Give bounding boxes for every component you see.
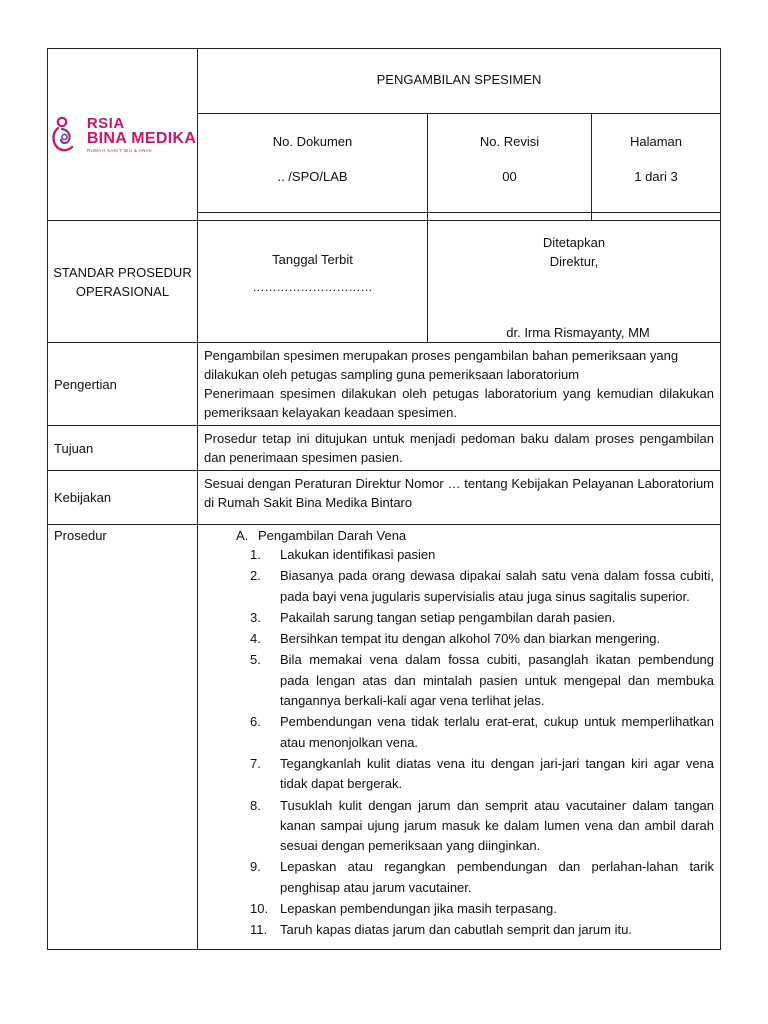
section-letter: A. xyxy=(236,528,249,543)
sop-document xyxy=(47,48,720,940)
procedure-step xyxy=(204,566,714,607)
issue-date-cell xyxy=(198,221,428,343)
spacer-cell xyxy=(592,212,721,220)
logo-subtitle-text: RUMAH SAKIT IBU & ANAK xyxy=(86,147,153,153)
page-value: 1 dari 3 xyxy=(634,169,678,185)
procedure-step-text: Bersihkan tempat itu dengan alkohol 70% dan biarkan mengering. xyxy=(280,631,661,647)
procedure-step xyxy=(204,629,714,649)
sop-label-line2: OPERASIONAL xyxy=(75,283,170,299)
sop-label-line1: STANDAR PROSEDUR xyxy=(53,264,192,280)
section-heading xyxy=(204,527,714,545)
page-label: Halaman xyxy=(629,134,683,150)
procedure-step xyxy=(204,857,714,898)
kebijakan-label-cell xyxy=(48,471,198,525)
revision-cell xyxy=(428,114,592,213)
procedure-step-text: Pakailah sarung tangan setiap pengambilan darah pasien. xyxy=(280,609,616,625)
procedure-step-text: Tegangkanlah kulit diatas vena itu dengan jari-jari tangan kiri agar vena tidak dapat bergerak. xyxy=(280,755,715,792)
pengertian-text-cell xyxy=(198,343,721,426)
approved-label: Ditetapkan xyxy=(542,235,606,250)
logo-cell xyxy=(48,49,198,221)
procedure-step-text: Tusuklah kulit dengan jarum dan semprit atau vacutainer dalam tangan kanan sampai ujung jarum masuk ke dalam lumen vena dan ambil darah sesuai dengan pemeriksaan yang diinginkan. xyxy=(280,797,715,854)
pengertian-label-cell xyxy=(48,343,198,426)
procedure-step-text: Pembendungan vena tidak terlalu erat-erat, cukup untuk memperlihatkan atau menonjolkan vena. xyxy=(280,714,715,750)
procedure-step xyxy=(204,899,714,919)
document-title: PENGAMBILAN SPESIMEN xyxy=(376,72,542,88)
kebijakan-text-cell xyxy=(198,471,721,525)
procedure-step-text: Lakukan identifikasi pasien xyxy=(280,547,436,562)
title-cell xyxy=(198,49,721,114)
tujuan-text: Prosedur tetap ini ditujukan untuk menjadi pedoman baku dalam proses pengambilan dan penerimaan spesimen pasien. xyxy=(204,431,715,465)
sop-table xyxy=(47,48,721,950)
approved-name: dr. Irma Rismayanty, MM xyxy=(506,325,650,340)
pengertian-paragraph-2: Penerimaan spesimen dilakukan oleh petugas laboratorium yang kemudian dilakukan pemeriksaan kelayakan keadaan spesimen. xyxy=(204,386,715,420)
page-cell xyxy=(592,114,721,213)
procedure-step-number: 6. xyxy=(250,714,261,730)
procedure-step-text: Bila memakai vena dalam fossa cubiti, pasanglah ikatan pembendung pada lengan atas dan mintalah pasien untuk mengepal dan membuka tangannya berkali-kali agar vena terlihat jelas. xyxy=(280,652,715,709)
procedure-step-number: 8. xyxy=(250,797,261,813)
kebijakan-label: Kebijakan xyxy=(54,490,112,505)
procedure-step-number: 10. xyxy=(250,901,269,917)
procedure-step-number: 1. xyxy=(250,547,261,562)
prosedur-label-cell xyxy=(48,525,198,950)
tujuan-text-cell xyxy=(198,426,721,471)
doc-number-label: No. Dokumen xyxy=(272,134,353,150)
procedure-step xyxy=(204,712,714,753)
procedure-step-text: Taruh kapas diatas jarum dan cabutlah semprit dan jarum itu. xyxy=(280,922,632,938)
kebijakan-text: Sesuai dengan Peraturan Direktur Nomor … tentang Kebijakan Pelayanan Laboratorium di Rumah Sakit Bina Medika Bintaro xyxy=(204,476,715,510)
procedure-step-number: 5. xyxy=(250,652,261,668)
spacer-cell xyxy=(428,212,592,220)
procedure-step xyxy=(204,796,714,857)
approved-role: Direktur, xyxy=(549,254,599,269)
logo-rsia-text: RSIA xyxy=(86,114,125,132)
tujuan-label: Tujuan xyxy=(54,440,94,456)
approval-cell xyxy=(428,221,721,343)
procedure-step xyxy=(204,608,714,628)
prosedur-label: Prosedur xyxy=(54,528,107,543)
revision-value: 00 xyxy=(502,169,517,185)
procedure-step-number: 2. xyxy=(250,568,261,584)
logo-name-text: BINA MEDIKA xyxy=(86,129,197,147)
procedure-step xyxy=(204,754,714,795)
issue-date-value: ………………………… xyxy=(252,280,373,294)
section-title: Pengambilan Darah Vena xyxy=(258,528,407,543)
procedure-step-number: 3. xyxy=(250,609,261,625)
doc-number-cell xyxy=(198,114,428,213)
procedure-step xyxy=(204,545,714,565)
procedure-step-number: 11. xyxy=(250,922,268,938)
procedure-step-number: 9. xyxy=(250,859,261,875)
revision-label: No. Revisi xyxy=(479,134,540,150)
hospital-logo xyxy=(48,49,197,220)
doc-number-value: .. /SPO/LAB xyxy=(277,169,348,185)
pengertian-paragraph-1: Pengambilan spesimen merupakan proses pengambilan bahan pemeriksaan yang dilakukan oleh petugas sampling guna pemeriksaan laboratorium xyxy=(204,348,679,382)
pengertian-label: Pengertian xyxy=(54,376,117,392)
procedure-step xyxy=(204,920,714,940)
procedure-step-text: Lepaskan pembendungan jika masih terpasang. xyxy=(280,901,557,917)
procedure-step-number: 4. xyxy=(250,631,261,647)
mother-child-logo-icon xyxy=(49,115,83,155)
issue-date-label: Tanggal Terbit xyxy=(272,252,353,267)
tujuan-label-cell xyxy=(48,426,198,471)
procedure-step-number: 7. xyxy=(250,755,261,771)
sop-label-cell xyxy=(48,221,198,343)
spacer-cell xyxy=(198,212,428,220)
procedure-step-text: Lepaskan atau regangkan pembendungan dan perlahan-lahan tarik penghisap atau jarum vacutainer. xyxy=(280,859,715,895)
procedure-step-text: Biasanya pada orang dewasa dipakai salah satu vena dalam fossa cubiti, pada bayi vena jugularis supervisialis atau juga sinus sagitalis superior. xyxy=(280,568,715,604)
procedure-steps-list xyxy=(204,545,714,941)
prosedur-content-cell xyxy=(198,525,721,950)
procedure-step xyxy=(204,650,714,711)
